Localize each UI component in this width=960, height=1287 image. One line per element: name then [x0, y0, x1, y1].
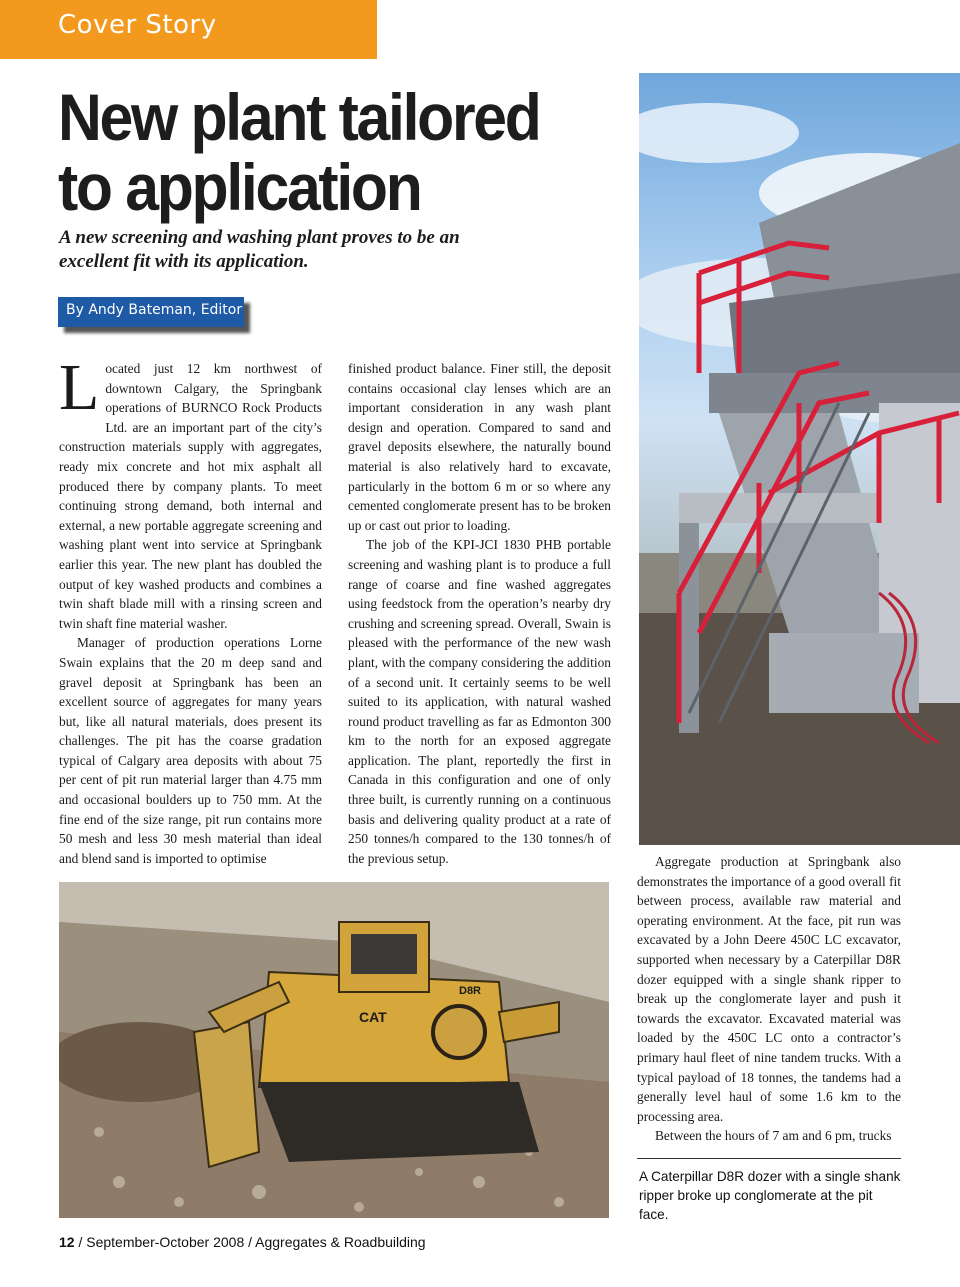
article-headline: New plant tailored to application — [58, 80, 540, 224]
dozer-photo — [59, 882, 609, 1218]
dozer-model-decal: D8R — [459, 985, 482, 997]
caption-rule — [637, 1158, 901, 1159]
article-column-1 — [59, 351, 322, 868]
page-number: 12 — [59, 1234, 75, 1250]
drop-cap: L — [59, 351, 100, 424]
paragraph: The job of the KPI-JCI 1830 PHB portable screening and washing plant is to produce a full range of coarse and fine washed aggregates using feedstock from the operation’s nearby dry crushing and screening spread. Overall, Swain is pleased with the performance of the new wash plant, with the company considering the addition of a second unit. It certainly seems to be well suited to its application, with natural washed round product travelling as far as Edmonton 300 km to the north for an exposed aggregate application. The plant, reportedly the first in Canada in this configuration and one of only three built, is currently running on a continuous basis and delivering quality product at a rate of 250 tonnes/h compared to the 130 tonnes/h of the previous setup. — [348, 537, 611, 866]
byline-badge — [58, 297, 244, 327]
article-subhead: A new screening and washing plant proves to be an excellent fit with its application. — [59, 227, 460, 272]
photo-caption: A Caterpillar D8R dozer with a single shank ripper broke up conglomerate at the pit face. — [639, 1169, 901, 1222]
issue-info: / September-October 2008 / Aggregates & Roadbuilding — [78, 1234, 426, 1250]
wash-plant-photo — [639, 73, 960, 845]
paragraph: finished product balance. Finer still, the deposit contains occasional clay lenses which are an important consideration in any wash plant design and operation. Compared to sand and gravel deposits elsewhere, the naturally bound material is also relatively hard to excavate, particularly in the bottom 6 m or so where any cemented conglomerate present has to be broken up or cast out prior to loading. — [348, 361, 611, 533]
paragraph: Aggregate production at Springbank also demonstrates the importance of a good overall fit between process, available raw material and operating environment. At the face, pit run was excavated by a John Deere 450C LC excavator, supported when necessary by a Caterpillar D8R dozer equipped with a single shank ripper to break up the conglomerate layer and push it towards the excavator. Excavated material was loaded by the 450C LC onto a contractor’s primary haul fleet of nine tandem trucks. With a typical payload of 18 tonnes, the tandems had a generally level haul of some 1.6 km to the processing area. — [637, 854, 901, 1124]
dozer-illustration — [59, 882, 609, 1218]
byline-text: By Andy Bateman, Editor — [66, 302, 243, 318]
article-column-2 — [348, 359, 611, 868]
page-footer — [59, 1234, 426, 1250]
section-tab — [0, 0, 377, 59]
paragraph: ocated just 12 km northwest of downtown Calgary, the Springbank operations of BURNCO Rock Products Ltd. are an important part of the city’s construction materials supply with aggregates, ready mix concrete and hot mix asphalt all produced there by company plants. To meet continuing strong demand, both internal and external, a new portable aggregate screening and washing plant went into service at Springbank earlier this year. The new plant has doubled the output of key washed products and combines a twin shaft blade mill with a rinsing screen and twin shaft fine material washer. — [59, 361, 322, 631]
article-column-3 — [637, 852, 901, 1146]
paragraph: Between the hours of 7 am and 6 pm, trucks — [655, 1128, 892, 1144]
section-label: Cover Story — [58, 10, 217, 40]
wash-plant-illustration — [639, 73, 960, 845]
paragraph: Manager of production operations Lorne Swain explains that the 20 m deep sand and gravel deposit at Springbank has been an excellent source of aggregates for many years but, like all natural materials, does present its challenges. The pit has the coarse gradation typical of Calgary area deposits with about 75 per cent of pit run material larger than 4.75 mm and occasional boulders up to 750 mm. At the fine end of the size range, pit run contains more 50 mesh and less 30 mesh material than ideal and blend sand is imported to optimise — [59, 635, 322, 866]
dozer-brand-decal: CAT — [359, 1009, 387, 1025]
